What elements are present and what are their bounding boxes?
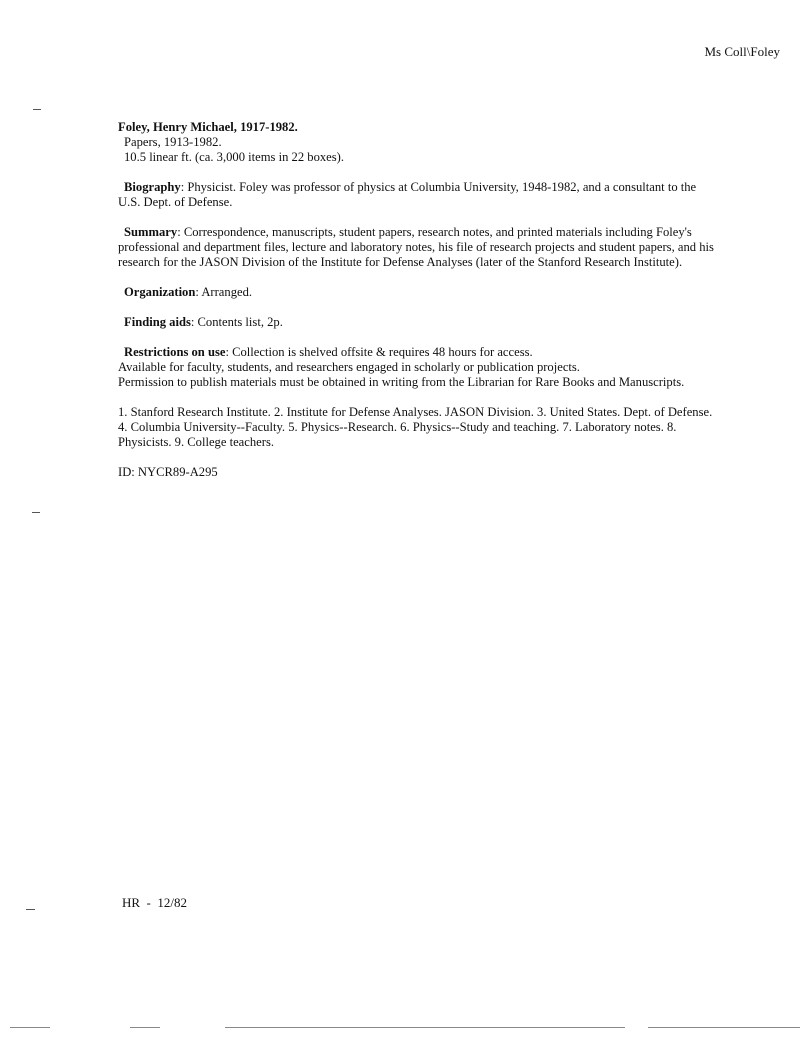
restrictions-label: Restrictions on use	[124, 345, 226, 359]
title-line: Papers, 1913-1982.	[124, 135, 222, 149]
scan-mark	[32, 512, 40, 513]
biography-section	[118, 180, 718, 210]
scan-edge-line	[648, 1027, 800, 1028]
subject-headings: 1. Stanford Research Institute. 2. Institute for Defense Analyses. JASON Division. 3. United States. Dept. of Defense. 4. Columbia University--Faculty. 5. Physics--Research. 6. Physics--Study and teaching. 7. Laboratory notes. 8. Physicists. 9. College teachers.	[118, 405, 713, 449]
restrictions-text: : Collection is shelved offsite & requires 48 hours for access.	[225, 345, 533, 359]
scan-edge-line	[130, 1027, 160, 1028]
scan-mark	[33, 109, 41, 110]
extent-line: 10.5 linear ft. (ca. 3,000 items in 22 boxes).	[124, 150, 344, 164]
restrictions-availability: Available for faculty, students, and researchers engaged in scholarly or publication projects.	[118, 360, 580, 374]
biography-text: : Physicist. Foley was professor of physics at Columbia University, 1948-1982, and a consultant to the U.S. Dept. of Defense.	[118, 180, 697, 209]
summary-text: : Correspondence, manuscripts, student papers, research notes, and printed materials including Foley's professional and department files, lecture and laboratory notes, his file of research projects and student papers, and his research for the JASON Division of the Institute for Defense Analyses (later of the Stanford Research Institute).	[118, 225, 714, 269]
organization-text: : Arranged.	[195, 285, 253, 299]
scan-edge-line	[225, 1027, 625, 1028]
summary-label: Summary	[124, 225, 178, 239]
scan-mark	[26, 909, 35, 910]
restrictions-section	[118, 345, 718, 390]
record-id: ID: NYCR89-A295	[118, 465, 218, 479]
collection-reference: Ms Coll\Foley	[704, 44, 780, 59]
finding-aids-label: Finding aids	[124, 315, 191, 329]
biography-label: Biography	[124, 180, 181, 194]
finding-aids-text: : Contents list, 2p.	[190, 315, 283, 329]
finding-aids-section	[118, 315, 718, 330]
catalog-record	[118, 120, 718, 480]
organization-label: Organization	[124, 285, 196, 299]
summary-section	[118, 225, 718, 270]
name-heading: Foley, Henry Michael, 1917-1982.	[118, 120, 298, 134]
scan-edge-line	[10, 1027, 50, 1028]
organization-section	[118, 285, 718, 300]
restrictions-permission: Permission to publish materials must be obtained in writing from the Librarian for Rare Books and Manuscripts.	[118, 375, 685, 389]
footer-code: HR - 12/82	[122, 895, 187, 910]
